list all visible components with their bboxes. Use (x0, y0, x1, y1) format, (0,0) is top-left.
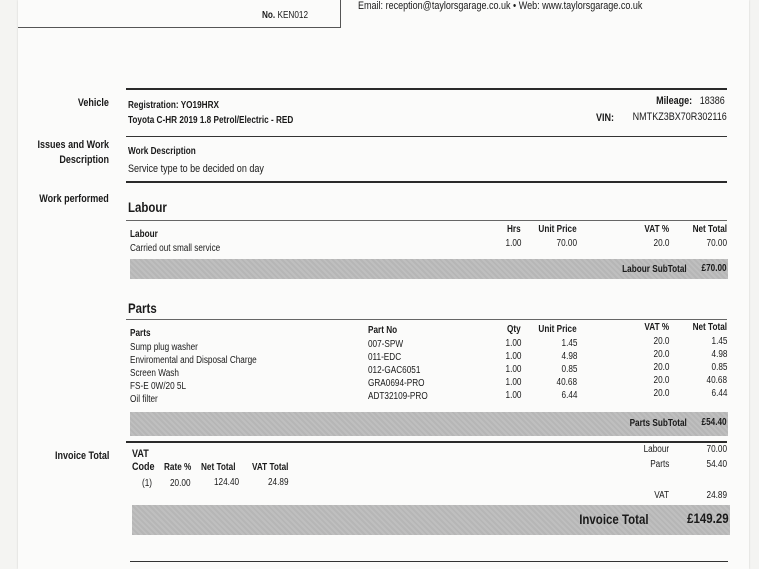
section-label-work-performed: Work performed (39, 193, 109, 205)
invoice-total-value: £149.29 (687, 510, 729, 526)
labour-cell-net-total: 70.00 (706, 238, 727, 249)
parts-cell-qty: 1.00 (505, 351, 521, 362)
vat-header-rate: Rate % (164, 462, 192, 473)
parts-cell-vat: 20.0 (653, 336, 669, 347)
vehicle-divider (126, 88, 727, 90)
section-label-invoice-total: Invoice Total (54, 450, 109, 462)
footer-divider (130, 561, 728, 562)
section-label-vehicle: Vehicle (77, 97, 109, 109)
parts-cell-vat: 20.0 (653, 362, 669, 373)
issues-heading: Work Description (128, 146, 196, 157)
parts-cell-item: Screen Wash (130, 368, 179, 379)
invoice-page (18, 0, 749, 569)
parts-cell-qty: 1.00 (505, 377, 521, 388)
vehicle-mileage: Mileage: 18386 (656, 95, 725, 107)
labour-header-vat: VAT % (644, 224, 669, 235)
parts-cell-qty: 1.00 (505, 364, 521, 375)
parts-cell-item: Enviromental and Disposal Charge (130, 355, 257, 366)
labour-cell-item: Carried out small service (130, 243, 221, 254)
totals-parts-label: Parts (649, 459, 669, 470)
parts-cell-item: FS-E 0W/20 5L (130, 381, 187, 392)
labour-cell-unit-price: 70.00 (556, 238, 577, 249)
parts-subtotal-label: Parts SubTotal (629, 418, 687, 429)
parts-header-unit-price: Unit Price (538, 324, 577, 335)
parts-cell-qty: 1.00 (505, 390, 521, 401)
totals-divider (126, 441, 727, 443)
parts-cell-part-no: 012-GAC6051 (368, 365, 421, 376)
parts-cell-vat: 20.0 (653, 375, 669, 386)
parts-header-item: Parts (130, 328, 151, 339)
vat-header-code: VAT Code (132, 448, 155, 473)
labour-title-underline (126, 220, 727, 221)
parts-cell-net-total: 1.45 (711, 336, 727, 347)
vehicle-vin-value: NMTKZ3BX70R302116 (632, 111, 727, 123)
parts-cell-net-total: 40.68 (706, 375, 727, 386)
parts-cell-unit-price: 1.45 (561, 338, 577, 349)
parts-cell-unit-price: 40.68 (556, 377, 577, 388)
totals-vat-value: 24.89 (706, 490, 727, 501)
vat-cell-code: (1) (142, 478, 153, 489)
parts-cell-net-total: 4.98 (711, 349, 727, 360)
totals-parts-value: 54.40 (706, 459, 727, 470)
labour-subtotal-value: £70.00 (701, 263, 727, 274)
totals-vat-label: VAT (654, 490, 669, 501)
parts-cell-unit-price: 4.98 (561, 351, 577, 362)
parts-cell-net-total: 6.44 (711, 388, 727, 399)
labour-header-unit-price: Unit Price (538, 224, 577, 235)
issues-text: Service type to be decided on day (128, 163, 264, 175)
parts-cell-item: Sump plug washer (130, 342, 198, 353)
parts-cell-qty: 1.00 (505, 338, 521, 349)
totals-labour-value: 70.00 (706, 444, 727, 455)
totals-labour-label: Labour (643, 444, 669, 455)
vat-header-vat: VAT Total (252, 462, 289, 473)
labour-header-hrs: Hrs (507, 224, 521, 235)
parts-cell-item: Oil filter (130, 394, 158, 405)
issues-divider (126, 136, 727, 137)
vat-header-net: Net Total (201, 462, 236, 473)
parts-cell-net-total: 0.85 (711, 362, 727, 373)
parts-cell-unit-price: 6.44 (561, 390, 577, 401)
parts-cell-part-no: 011-EDC (368, 352, 402, 363)
vat-cell-rate: 20.00 (170, 478, 191, 489)
vehicle-registration: Registration: YO19HRX (128, 100, 219, 111)
parts-cell-unit-price: 0.85 (561, 364, 577, 375)
section-label-issues: Issues and Work Description (37, 139, 109, 166)
contact-line: Email: reception@taylorsgarage.co.uk • Web: www.taylorsgarage.co.uk (358, 0, 643, 12)
parts-cell-vat: 20.0 (653, 349, 669, 360)
invoice-number: No. KEN012 (262, 10, 309, 21)
work-divider (126, 181, 727, 183)
parts-cell-vat: 20.0 (653, 388, 669, 399)
vehicle-vin-label: VIN: (596, 112, 615, 124)
parts-cell-part-no: 007-SPW (368, 339, 404, 350)
labour-header-net-total: Net Total (692, 224, 727, 235)
parts-cell-part-no: ADT32109-PRO (368, 391, 428, 402)
vat-cell-vat: 24.89 (268, 477, 289, 488)
vat-cell-net: 124.40 (214, 477, 240, 488)
parts-header-part-no: Part No (368, 325, 398, 336)
labour-cell-hrs: 1.00 (505, 238, 521, 249)
parts-header-net-total: Net Total (692, 322, 727, 333)
parts-header-qty: Qty (507, 324, 521, 335)
labour-subtotal-label: Labour SubTotal (622, 264, 687, 275)
parts-subtotal-value: £54.40 (701, 417, 727, 428)
invoice-total-label: Invoice Total (579, 511, 649, 527)
parts-cell-part-no: GRA0694-PRO (368, 378, 425, 389)
parts-title: Parts (128, 300, 157, 316)
labour-title: Labour (128, 199, 167, 215)
labour-header-item: Labour (130, 229, 158, 240)
vehicle-model: Toyota C-HR 2019 1.8 Petrol/Electric - RED (128, 115, 294, 126)
labour-cell-vat: 20.0 (653, 238, 669, 249)
parts-title-underline (126, 319, 727, 320)
parts-header-vat: VAT % (644, 322, 669, 333)
